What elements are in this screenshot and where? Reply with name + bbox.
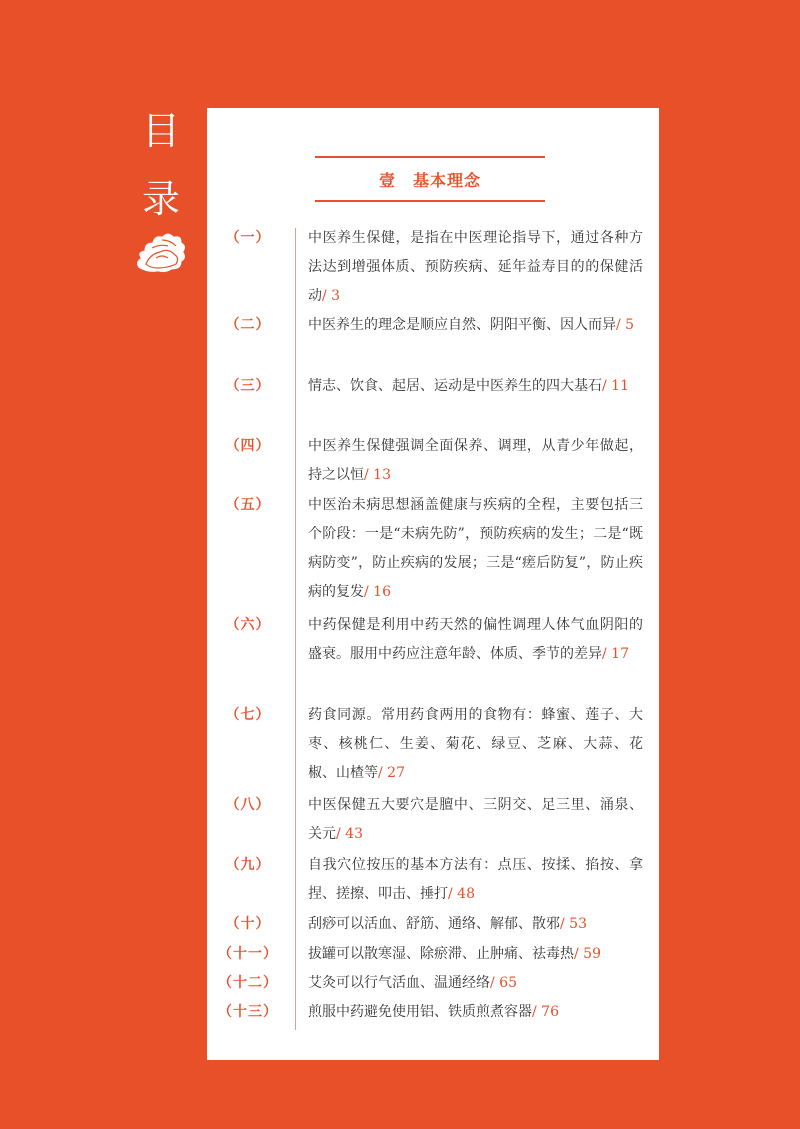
entry-text: 中医保健五大要穴是膻中、三阴交、足三里、涌泉、关元/ 43 <box>308 797 643 842</box>
section-title: 壹 基本理念 <box>378 170 481 190</box>
entry-text: 中医养生的理念是顺应自然、阴阳平衡、因人而异/ 5 <box>308 317 635 333</box>
entry-text: 中医养生保健，是指在中医理论指导下，通过各种方法达到增强体质、预防疾病、延年益寿目的的保健活动/ 3 <box>308 230 643 304</box>
entry-page: / 5 <box>616 317 635 333</box>
section-heading <box>315 156 545 202</box>
entry-number: （九） <box>225 857 271 873</box>
side-title-char-lu: 录 <box>141 177 180 221</box>
entry-page: / 65 <box>490 975 517 991</box>
entry-text: 中医养生保健强调全面保养、调理，从青少年做起，持之以恒/ 13 <box>308 438 643 483</box>
entry-number: （二） <box>225 317 271 333</box>
entry-page: / 43 <box>336 826 363 842</box>
entry-text: 药食同源。常用药食两用的食物有：蜂蜜、莲子、大枣、核桃仁、生姜、菊花、绿豆、芝麻、大蒜、花椒、山楂等/ 27 <box>308 707 643 781</box>
entry-page: / 13 <box>364 467 391 483</box>
entry-page: / 76 <box>532 1004 559 1020</box>
entry-number: （十一） <box>218 946 278 962</box>
entry-text: 自我穴位按压的基本方法有：点压、按揉、掐按、拿捏、搓擦、叩击、捶打/ 48 <box>308 857 643 902</box>
entry-number: （八） <box>225 797 271 813</box>
entry-page: / 27 <box>378 765 405 781</box>
entry-text: 刮痧可以活血、舒筋、通络、解郁、散邪/ 53 <box>308 916 587 932</box>
entry-page: / 11 <box>602 378 629 394</box>
entry-page: / 48 <box>448 886 475 902</box>
entry-number: （一） <box>225 230 271 246</box>
entry-page: / 53 <box>560 916 587 932</box>
entry-text: 中医治未病思想涵盖健康与疾病的全程，主要包括三个阶段：一是“未病先防”，预防疾病的发生；二是“既病防变”，防止疾病的发展；三是“瘥后防复”，防止疾病的复发/ 16 <box>308 497 643 600</box>
entry-number: （五） <box>225 497 271 513</box>
divider-line <box>295 228 296 1030</box>
entry-text: 中药保健是利用中药天然的偏性调理人体气血阴阳的盛衰。服用中药应注意年龄、体质、季节的差异/ 17 <box>308 617 643 662</box>
entry-page: / 59 <box>574 946 601 962</box>
entry-text: 情志、饮食、起居、运动是中医养生的四大基石/ 11 <box>308 378 629 394</box>
entry-number: （七） <box>225 707 271 723</box>
entry-text: 拔罐可以散寒湿、除瘀滞、止肿痛、祛毒热/ 59 <box>308 946 601 962</box>
side-title-char-mu: 目 <box>141 109 180 153</box>
entry-number: （四） <box>225 438 271 454</box>
artichoke-icon <box>132 228 190 276</box>
entry-page: / 3 <box>322 288 341 304</box>
entry-number: （十） <box>225 916 271 932</box>
entry-number: （三） <box>225 378 271 394</box>
entry-page: / 17 <box>602 646 629 662</box>
toc-panel <box>207 108 659 1060</box>
entry-page: / 16 <box>364 584 391 600</box>
entry-number: （十三） <box>218 1004 278 1020</box>
entry-text: 煎服中药避免使用铝、铁质煎煮容器/ 76 <box>308 1004 559 1020</box>
entry-text: 艾灸可以行气活血、温通经络/ 65 <box>308 975 517 991</box>
entry-number: （六） <box>225 617 271 633</box>
entry-number: （十二） <box>218 975 278 991</box>
